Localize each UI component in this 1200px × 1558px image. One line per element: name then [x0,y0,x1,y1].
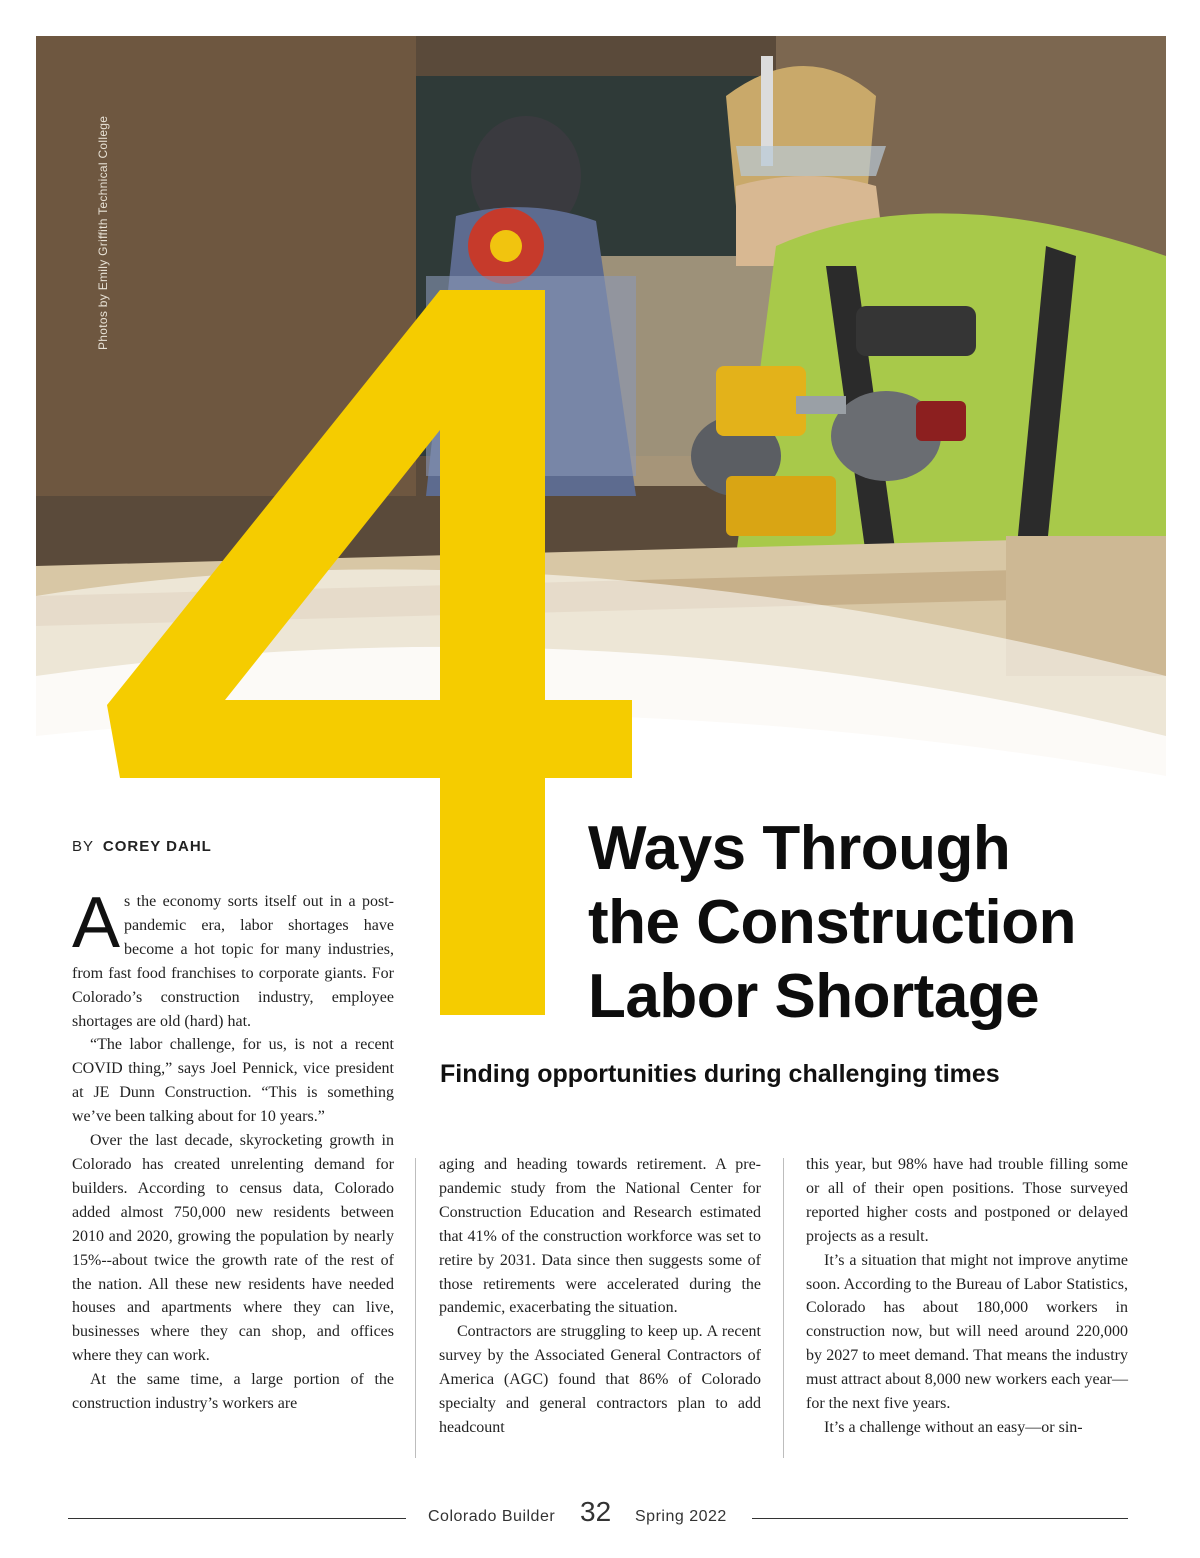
footer-rule-left [68,1518,406,1519]
body-paragraph: At the same time, a large portion of the construction industry’s workers are [72,1371,394,1413]
column-divider [783,1158,784,1458]
byline-prefix: BY [72,838,94,855]
body-column-2 [439,1153,761,1440]
body-paragraph [72,883,394,1033]
headline-line-2: the Construction [588,888,1076,957]
column-divider [415,1158,416,1458]
footer-magazine: Colorado Builder [428,1508,556,1525]
paragraph-text: s the economy sorts itself out in a post-pandemic era, labor shortages have become a hot topic for many industries, from fast food franchises to corporate giants. For Colorado’s construction industry, employee shortages are old (hard) hat. [72,893,394,1030]
body-paragraph: It’s a situation that might not improve anytime soon. According to the Bureau of Labor Statistics, Colorado has about 180,000 workers in construction now, but will need around 220,000 by 2027 to meet demand. That means the industry must attract about 8,000 new workers each year—for the next five years. [806,1251,1128,1413]
headline-line-1: Ways Through [588,814,1011,883]
page-footer [68,1496,1128,1536]
footer-issue: Spring 2022 [635,1508,727,1525]
body-paragraph: Over the last decade, skyrocketing growth in Colorado has created unrelenting demand for builders. According to census data, Colorado added almost 750,000 new residents between 2010 and 2020, growing the population by nearly 15%--about twice the growth rate of the rest of the nation. All these new residents have needed houses and apartments where they can live, businesses where they can shop, and offices where they can work. [72,1132,394,1365]
body-paragraph: this year, but 98% have had trouble filling some or all of their open positions. Those surveyed reported higher costs and postponed or delayed projects as a result. [806,1156,1128,1245]
photo-credit: Photos by Emily Griffith Technical College [96,115,110,350]
footer-rule-right [752,1518,1128,1519]
body-column-3 [806,1153,1128,1440]
headline-line-3: Labor Shortage [588,962,1040,1031]
byline-author: COREY DAHL [102,838,212,855]
body-paragraph: It’s a challenge without an easy—or sin- [824,1418,1083,1436]
drop-cap: A [72,883,121,963]
article-headline [588,812,1168,1034]
body-paragraph: “The labor challenge, for us, is not a recent COVID thing,” says Joel Pennick, vice president at JE Dunn Construction. “This is something we’ve been talking about for 10 years.” [72,1036,394,1126]
body-paragraph: Contractors are struggling to keep up. A recent survey by the Associated General Contractors of America (AGC) found that 86% of Colorado specialty and general contractors plan to add headcount [439,1323,761,1436]
body-column-1 [72,883,394,1416]
byline [72,838,212,855]
article-deck: Finding opportunities during challenging times [440,1060,1000,1088]
body-paragraph: aging and heading towards retirement. A pre-pandemic study from the National Center for Construction Education and Research estimated that 41% of the construction workforce was set to retire by 2031. Data since then suggests some of those retirements were accelerated during the pandemic, exacerbating the situation. [439,1156,761,1317]
page-number: 32 [580,1496,612,1527]
